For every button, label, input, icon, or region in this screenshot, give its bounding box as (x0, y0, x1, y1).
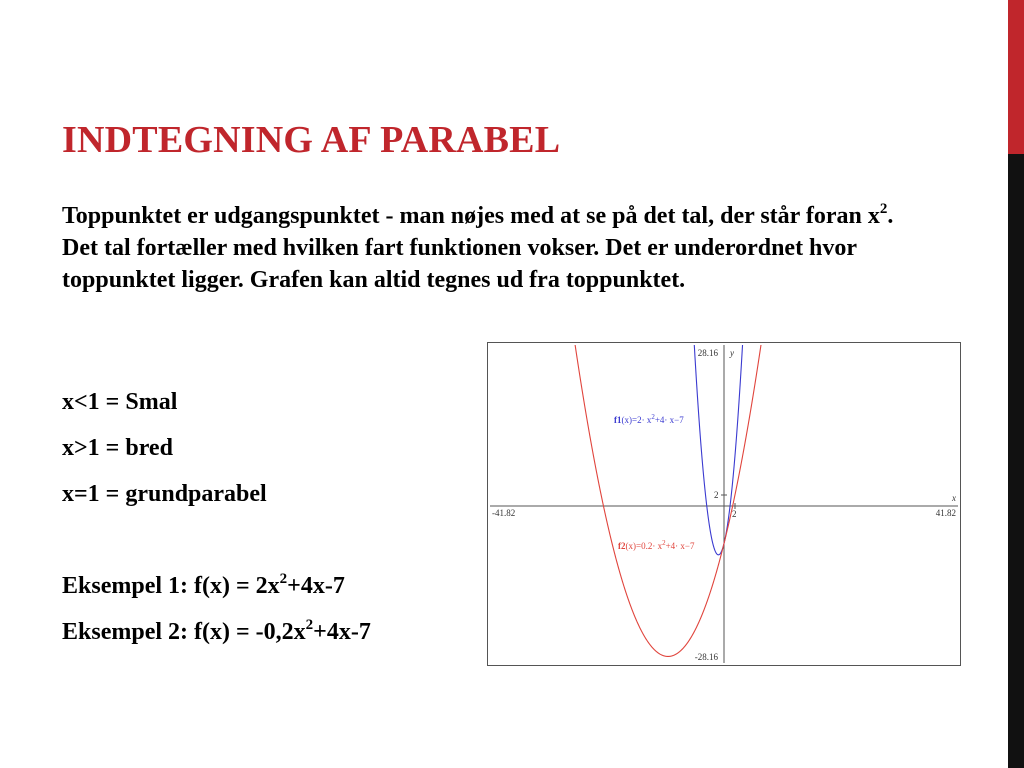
example-2-suffix: +4x-7 (313, 619, 371, 645)
curve-f2 (574, 345, 763, 656)
x-tick-label: 2 (732, 509, 737, 519)
example-1-sup: 2 (279, 571, 288, 587)
example-item-1 (62, 570, 371, 616)
paragraph-part-1: Toppunktet er udgangspunktet - man nøjes med at se på det tal, der står foran x (62, 203, 880, 229)
example-item-2 (62, 616, 371, 662)
example-1-prefix: Eksempel 1: f(x) = 2x (62, 573, 280, 599)
x-axis-label: x (952, 493, 956, 503)
rule-item: x<1 = Smal (62, 389, 178, 415)
graph-canvas (490, 345, 958, 663)
x-min-label: -41.82 (492, 508, 516, 518)
intro-paragraph (62, 200, 902, 296)
y-tick-label: 2 (714, 490, 719, 500)
x-max-label: 41.82 (935, 508, 956, 518)
paragraph-part-2: . Det tal fortæller med hvilken fart funktionen vokser. Det er underordnet hvor toppunktet ligger. Grafen kan altid tegnes ud fra toppunktet. (62, 203, 894, 293)
function-graph (487, 342, 961, 666)
sidebar-accent-red (1008, 0, 1024, 154)
rule-item: x>1 = bred (62, 435, 173, 461)
y-axis-label: y (730, 348, 734, 358)
rule-item: x=1 = grundparabel (62, 481, 267, 507)
example-2-sup: 2 (305, 617, 314, 633)
example-1-suffix: +4x-7 (287, 573, 345, 599)
rules-list (62, 386, 267, 524)
example-2-prefix: Eksempel 2: f(x) = -0,2x (62, 619, 306, 645)
sidebar-accent-dark (1008, 154, 1024, 768)
examples-list (62, 570, 371, 662)
f1-label: $f1(x)=2\cdot x^2+4\cdot x-7$ (614, 413, 684, 425)
curve-f1 (694, 345, 743, 555)
y-max-label: 28.16 (697, 348, 718, 358)
paragraph-superscript: 2 (879, 201, 888, 217)
f2-label: $f2(x)=0.2\cdot x^2+4\cdot x-7$ (618, 539, 695, 551)
y-min-label: -28.16 (694, 652, 718, 662)
slide-title: INDTEGNING AF PARABEL (62, 119, 561, 161)
